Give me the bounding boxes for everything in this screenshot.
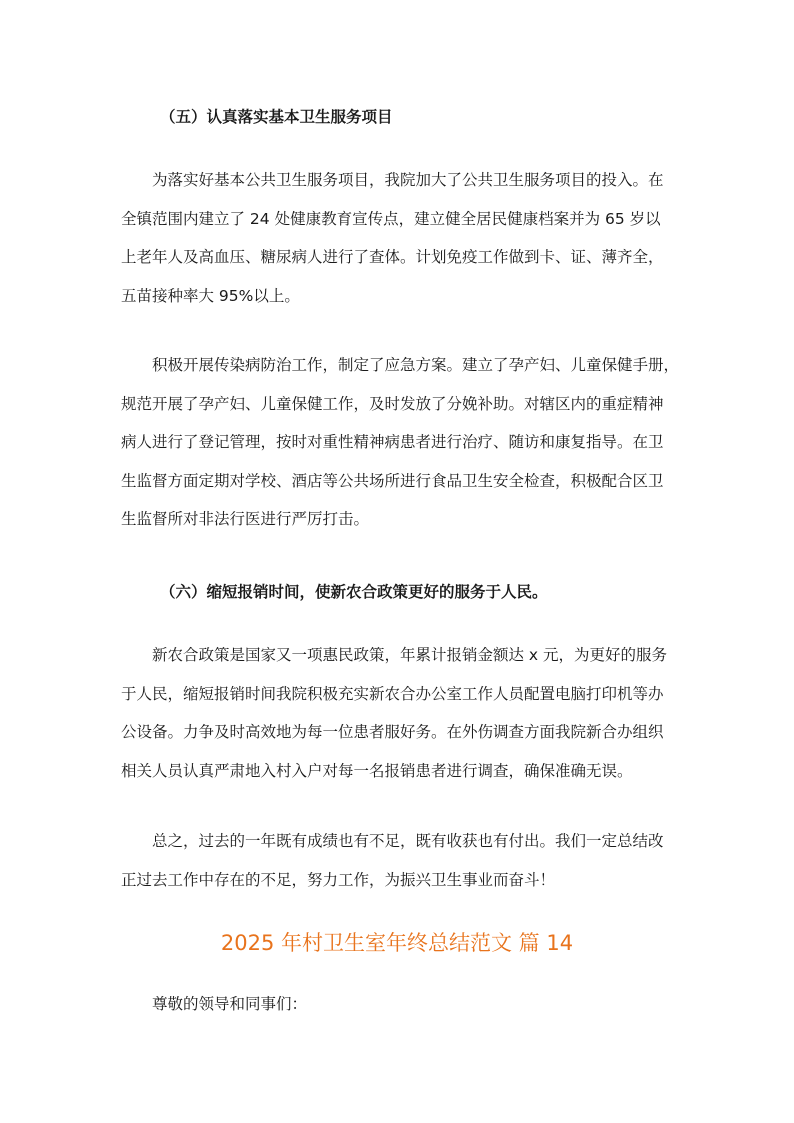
text-line: 规范开展了孕产妇、儿童保健工作，及时发放了分娩补助。对辖区内的重症精神: [121, 394, 664, 413]
article-title: 2025 年村卫生室年终总结范文 篇 14: [220, 931, 574, 955]
text-line: 正过去工作中存在的不足，努力工作，为振兴卫生事业而奋斗！: [121, 870, 556, 889]
text-line: 生监督方面定期对学校、酒店等公共场所进行食品卫生安全检查，积极配合区卫: [121, 471, 664, 490]
text-line: 公设备。力争及时高效地为每一位患者服好务。在外伤调查方面我院新合办组织: [121, 723, 664, 741]
section-heading-5: （五）认真落实基本卫生服务项目: [160, 108, 393, 126]
text-line: 积极开展传染病防治工作，制定了应急方案。建立了孕产妇、儿童保健手册，: [152, 356, 680, 374]
text-line: 于人民，缩短报销时间我院积极充实新农合办公室工作人员配置电脑打印机等办: [121, 684, 664, 703]
text-line: 五苗接种率大 95%以上。: [121, 286, 300, 305]
section5-paragraph-2: [121, 346, 681, 539]
text-line: 病人进行了登记管理，按时对重性精神病患者进行治疗、随访和康复指导。在卫: [121, 433, 664, 451]
text-line: 全镇范围内建立了 24 处健康教育宣传点，建立健全居民健康档案并为 65 岁以: [121, 209, 661, 228]
text-line: 新农合政策是国家又一项惠民政策，年累计报销金额达 x 元，为更好的服务: [152, 646, 668, 664]
text-line: 上老年人及高血压、糖尿病人进行了查体。计划免疫工作做到卡、证、薄齐全，: [121, 248, 664, 266]
conclusion-paragraph: [121, 822, 681, 899]
text-line: 生监督所对非法行医进行严厉打击。: [121, 510, 370, 528]
text-line: 总之，过去的一年既有成绩也有不足，既有收获也有付出。我们一定总结改: [152, 832, 664, 850]
section5-paragraph-1: [121, 161, 681, 315]
salutation-line: 尊敬的领导和同事们：: [152, 995, 308, 1013]
section6-paragraph-1: [121, 636, 681, 790]
section-heading-6: （六）缩短报销时间，使新农合政策更好的服务于人民。: [160, 583, 548, 601]
text-line: 相关人员认真严肃地入村入户对每一名报销患者进行调查，确保准确无误。: [121, 761, 633, 780]
text-line: 为落实好基本公共卫生服务项目，我院加大了公共卫生服务项目的投入。在: [152, 171, 664, 189]
